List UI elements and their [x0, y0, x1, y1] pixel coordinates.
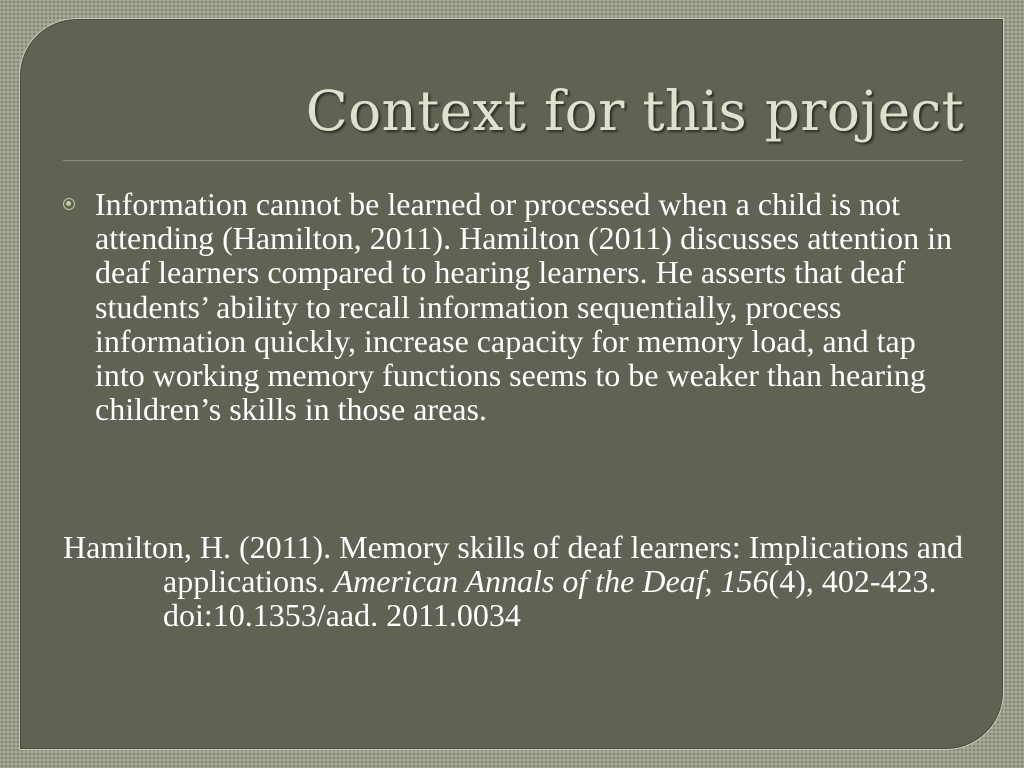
bullet-item: [63, 187, 973, 426]
circle-dot-icon: [63, 198, 75, 210]
title-divider: [63, 160, 963, 161]
slide-title: Context for this project: [305, 79, 964, 143]
reference-journal: American Annals of the Deaf, 156: [333, 563, 769, 600]
bullet-text: Information cannot be learned or processed when a child is not attending (Hamilton, 2011). Hamilton (2011) discusses attention in deaf learners compared to hearing learners. He asserts that deaf students’ ability to recall information sequentially, process information quickly, increase capacity for memory load, and tap into working memory functions seems to be weaker than hearing children’s skills in those areas.: [95, 186, 953, 428]
reference-citation: [63, 530, 1024, 633]
reference-authors-title: Hamilton, H. (2011). Memory skills of deaf learners: Implications and applications.: [63, 529, 963, 600]
reference-issue-pages: (4), 402-423. doi:10.1353/aad. 2011.0034: [163, 563, 937, 634]
